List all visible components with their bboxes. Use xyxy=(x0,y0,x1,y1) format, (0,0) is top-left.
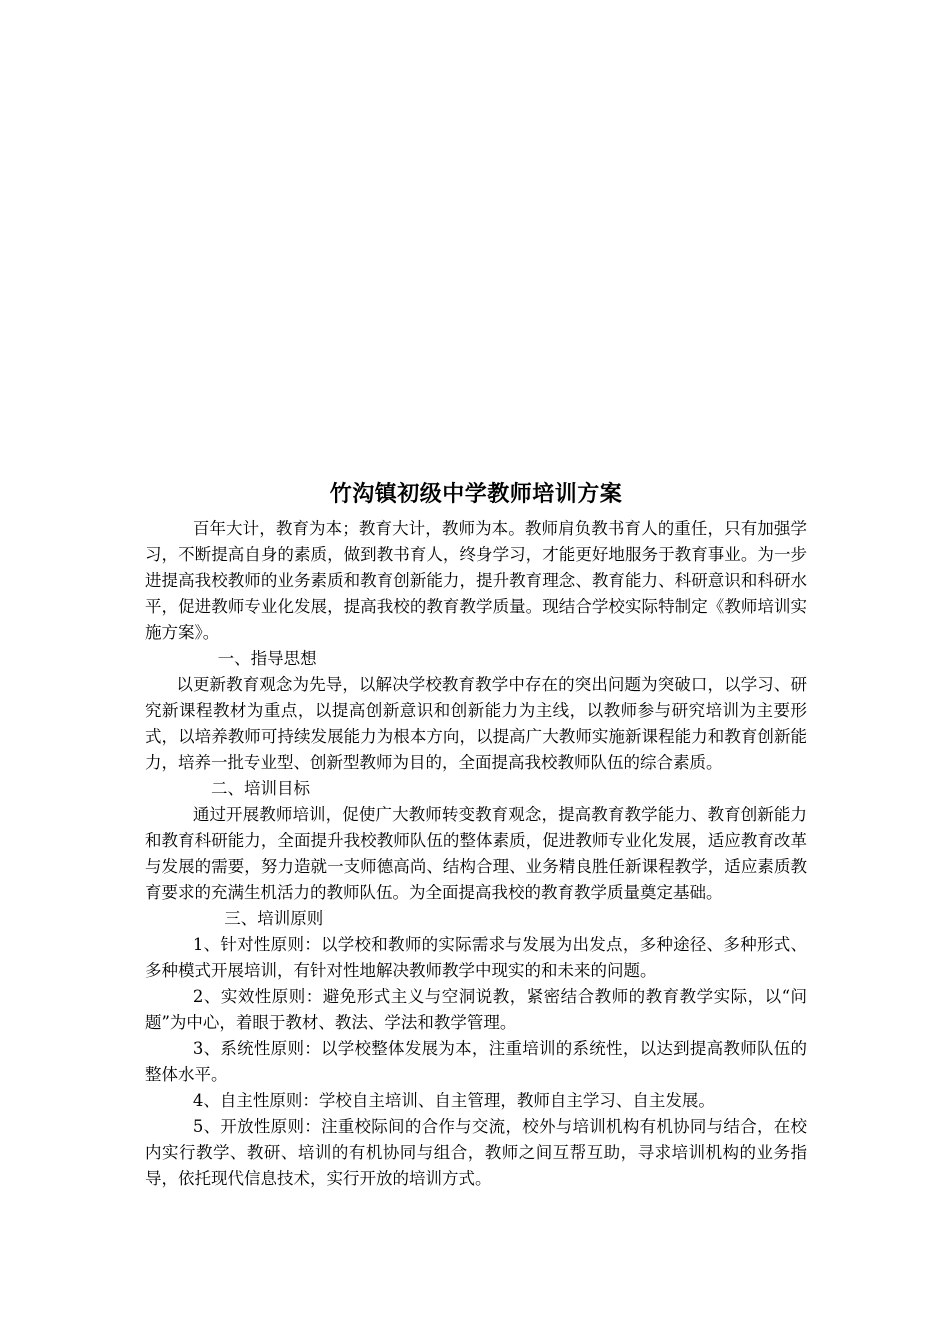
principle-item-2: 2、实效性原则：避免形式主义与空洞说教，紧密结合教师的教育教学实际，以“问题”为中心，着眼于教材、教法、学法和教学管理。 xyxy=(145,987,807,1032)
section-heading-guiding-ideology: 一、指导思想 xyxy=(217,649,317,668)
document-title: 竹沟镇初级中学教师培训方案 xyxy=(329,482,623,507)
guiding-ideology-paragraph: 以更新教育观念为先导，以解决学校教育教学中存在的突出问题为突破口，以学习、研究新课程教材为重点，以提高创新意识和创新能力为主线，以教师参与研究培训为主要形式，以培养教师可持续发展能力为根本方向，以提高广大教师实施新课程能力和教育创新能力，培养一批专业型、创新型教师为目的，全面提高我校教师队伍的综合素质。 xyxy=(145,675,807,772)
document-body xyxy=(145,478,807,1192)
principle-item-1: 1、针对性原则：以学校和教师的实际需求与发展为出发点，多种途径、多种形式、多种模式开展培训，有针对性地解决教师教学中现实的和未来的问题。 xyxy=(145,935,807,980)
training-goals-paragraph: 通过开展教师培训，促使广大教师转变教育观念，提高教育教学能力、教育创新能力和教育科研能力，全面提升我校教师队伍的整体素质，促进教师专业化发展，适应教育改革与发展的需要，努力造就一支师德高尚、结构合理、业务精良胜任新课程教学，适应素质教育要求的充满生机活力的教师队伍。为全面提高我校的教育教学质量奠定基础。 xyxy=(145,805,807,902)
intro-paragraph: 百年大计，教育为本；教育大计，教师为本。教师肩负教书育人的重任，只有加强学习，不断提高自身的素质，做到教书育人，终身学习，才能更好地服务于教育事业。为一步进提高我校教师的业务素质和教育创新能力，提升教育理念、教育能力、科研意识和科研水平，促进教师专业化发展，提高我校的教育教学质量。现结合学校实际特制定《教师培训实施方案》。 xyxy=(145,519,807,642)
principle-item-3: 3、系统性原则：以学校整体发展为本，注重培训的系统性，以达到提高教师队伍的整体水平。 xyxy=(145,1039,807,1084)
section-heading-training-goals: 二、培训目标 xyxy=(211,779,310,798)
principle-item-5: 5、开放性原则：注重校际间的合作与交流，校外与培训机构有机协同与结合，在校内实行教学、教研、培训的有机协同与组合，教师之间互帮互助，寻求培训机构的业务指导，依托现代信息技术，实行开放的培训方式。 xyxy=(145,1117,807,1188)
principle-item-4: 4、自主性原则：学校自主培训、自主管理，教师自主学习、自主发展。 xyxy=(192,1091,715,1110)
section-heading-training-principles: 三、培训原则 xyxy=(224,909,324,928)
